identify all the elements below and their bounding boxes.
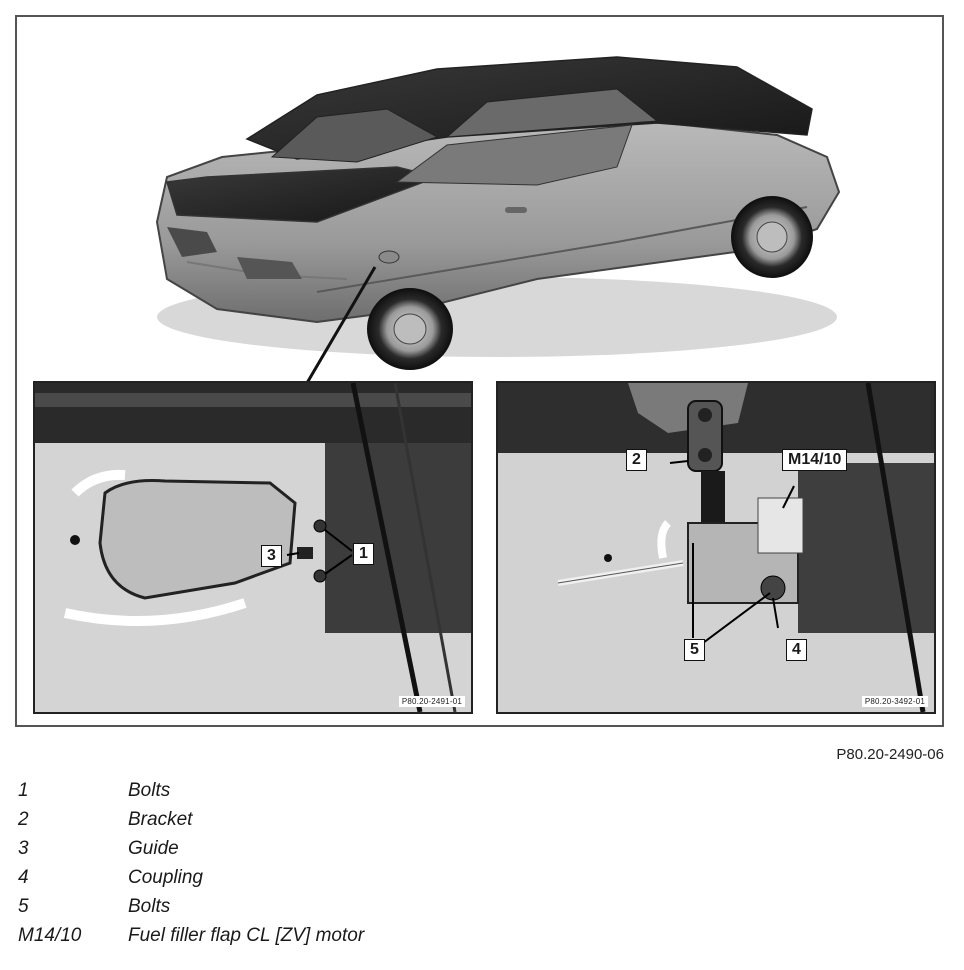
legend-key: M14/10 <box>18 924 82 946</box>
detail-inset-left <box>33 381 473 714</box>
callout-2: 2 <box>626 449 647 471</box>
inset-left-photo <box>35 383 471 712</box>
detail-inset-right <box>496 381 936 714</box>
inset-right-photo <box>498 383 934 712</box>
legend-desc: Fuel filler flap CL [ZV] motor <box>128 924 365 946</box>
legend-item <box>18 921 618 950</box>
legend-desc: Guide <box>128 837 179 859</box>
legend-item <box>18 892 618 921</box>
callout-m14-10: M14/10 <box>782 449 847 471</box>
callout-1: 1 <box>353 543 374 565</box>
legend-desc: Bolts <box>128 895 171 917</box>
figure-reference-id: P80.20-2490-06 <box>836 746 944 763</box>
legend-key: 3 <box>18 837 29 859</box>
figure-frame <box>15 15 944 727</box>
callout-3: 3 <box>261 545 282 567</box>
legend-key: 4 <box>18 866 29 888</box>
legend-desc: Bolts <box>128 779 171 801</box>
plate-id-right: P80.20-3492-01 <box>862 696 928 707</box>
legend-desc: Coupling <box>128 866 203 888</box>
plate-id-left: P80.20-2491-01 <box>399 696 465 707</box>
legend-item <box>18 863 618 892</box>
legend-item <box>18 805 618 834</box>
callout-4: 4 <box>786 639 807 661</box>
legend <box>18 776 618 950</box>
callout-5: 5 <box>684 639 705 661</box>
legend-key: 5 <box>18 895 29 917</box>
legend-key: 2 <box>18 808 29 830</box>
legend-desc: Bracket <box>128 808 193 830</box>
legend-key: 1 <box>18 779 29 801</box>
legend-item <box>18 834 618 863</box>
legend-item <box>18 776 618 805</box>
